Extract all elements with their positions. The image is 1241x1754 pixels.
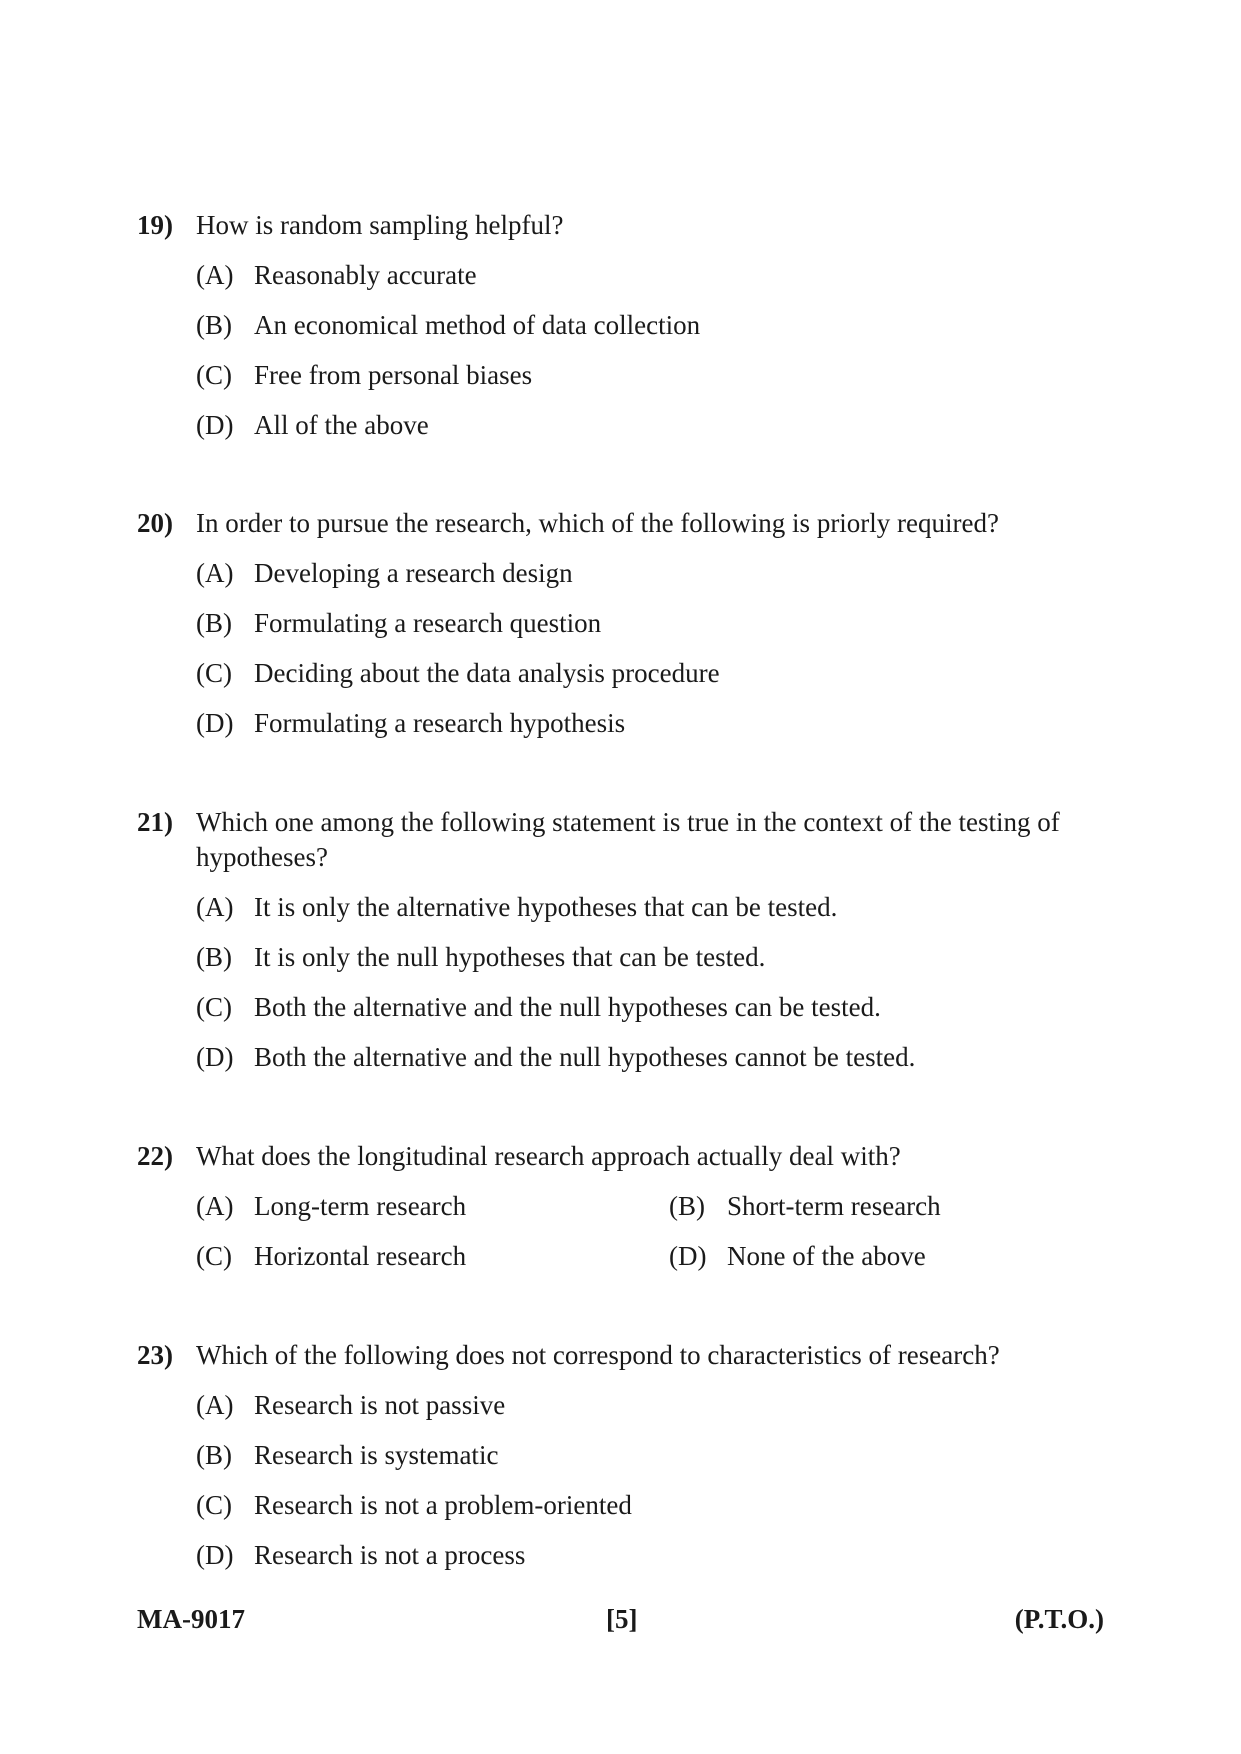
question-number: 22) — [137, 1141, 173, 1171]
question-text: How is random sampling helpful? — [196, 210, 564, 240]
option-text: An economical method of data collection — [254, 310, 701, 340]
option-letter: (C) — [196, 658, 232, 688]
option-a — [137, 556, 1097, 591]
option-text: Both the alternative and the null hypotheses can be tested. — [254, 992, 881, 1022]
option-letter: (C) — [196, 1490, 232, 1520]
option-c — [137, 358, 1097, 393]
question-number: 20) — [137, 508, 173, 538]
option-letter: (A) — [196, 1191, 234, 1221]
footer-pto: (P.T.O.) — [1014, 1604, 1104, 1634]
question-header — [137, 1139, 1097, 1174]
option-letter: (D) — [196, 410, 234, 440]
question-text: In order to pursue the research, which of the following is priorly required? — [196, 508, 999, 538]
option-d — [137, 706, 1097, 741]
option-grid — [137, 1174, 1097, 1274]
option-d — [137, 408, 1097, 443]
option-a — [137, 258, 1097, 293]
question-19 — [137, 208, 1097, 443]
option-text: Research is systematic — [254, 1440, 499, 1470]
option-c — [137, 1488, 1097, 1523]
footer-exam-code: MA-9017 — [137, 1604, 245, 1634]
option-letter: (B) — [196, 942, 232, 972]
option-b — [137, 1438, 1097, 1473]
option-b — [137, 940, 1097, 975]
question-23 — [137, 1338, 1097, 1573]
question-20 — [137, 506, 1097, 741]
option-text: Reasonably accurate — [254, 260, 477, 290]
option-letter: (D) — [196, 1042, 234, 1072]
option-letter: (B) — [196, 1440, 232, 1470]
option-c — [137, 656, 1097, 691]
option-text: None of the above — [727, 1241, 926, 1271]
option-text: Free from personal biases — [254, 360, 533, 390]
option-b — [137, 606, 1097, 641]
option-letter: (C) — [196, 1241, 232, 1271]
option-text: Research is not a process — [254, 1540, 526, 1570]
option-letter: (A) — [196, 558, 234, 588]
option-a — [137, 890, 1097, 925]
option-letter: (D) — [669, 1241, 707, 1271]
option-text: Research is not a problem-oriented — [254, 1490, 632, 1520]
option-text: Formulating a research hypothesis — [254, 708, 626, 738]
question-header — [137, 208, 1097, 243]
option-letter: (B) — [669, 1191, 705, 1221]
option-letter: (D) — [196, 1540, 234, 1570]
option-text: All of the above — [254, 410, 429, 440]
question-text: Which of the following does not correspond to characteristics of research? — [196, 1340, 1000, 1370]
option-text: It is only the null hypotheses that can be tested. — [254, 942, 766, 972]
question-21 — [137, 805, 1097, 1075]
footer-page-number: [5] — [606, 1604, 638, 1634]
option-a — [137, 1388, 1097, 1423]
option-c — [137, 990, 1097, 1025]
option-letter: (B) — [196, 310, 232, 340]
question-header — [137, 506, 1097, 541]
option-text: Both the alternative and the null hypotheses cannot be tested. — [254, 1042, 916, 1072]
question-text: Which one among the following statement is true in the context of the testing of hypotheses? — [196, 807, 1060, 872]
option-text: Horizontal research — [254, 1241, 467, 1271]
question-header — [137, 1338, 1097, 1373]
question-text: What does the longitudinal research approach actually deal with? — [196, 1141, 901, 1171]
option-text: Short-term research — [727, 1191, 941, 1221]
option-letter: (A) — [196, 892, 234, 922]
option-text: Deciding about the data analysis procedure — [254, 658, 720, 688]
option-letter: (D) — [196, 708, 234, 738]
question-22 — [137, 1139, 1097, 1274]
question-number: 19) — [137, 210, 173, 240]
option-letter: (A) — [196, 1390, 234, 1420]
option-text: Long-term research — [254, 1191, 467, 1221]
option-letter: (C) — [196, 360, 232, 390]
question-number: 21) — [137, 807, 173, 837]
option-letter: (C) — [196, 992, 232, 1022]
option-d — [137, 1538, 1097, 1573]
option-text: It is only the alternative hypotheses that can be tested. — [254, 892, 838, 922]
option-text: Developing a research design — [254, 558, 573, 588]
question-header — [137, 805, 1097, 875]
question-number: 23) — [137, 1340, 173, 1370]
option-b — [137, 308, 1097, 343]
option-d — [137, 1040, 1097, 1075]
option-letter: (B) — [196, 608, 232, 638]
option-letter: (A) — [196, 260, 234, 290]
option-text: Research is not passive — [254, 1390, 506, 1420]
option-text: Formulating a research question — [254, 608, 602, 638]
